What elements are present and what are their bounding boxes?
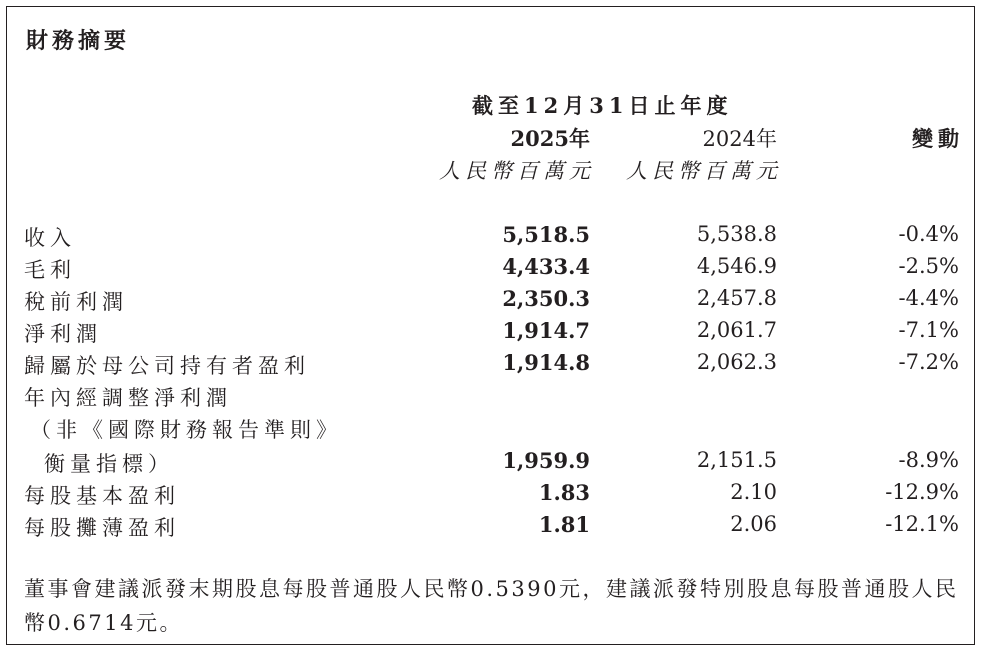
gross-profit-2024: 4,546.9 bbox=[696, 254, 777, 278]
row-label-diluted-eps: 每股攤薄盈利 bbox=[24, 516, 180, 540]
diluted-eps-2024: 2.06 bbox=[730, 512, 777, 536]
diluted-eps-2025: 1.81 bbox=[538, 512, 590, 537]
gross-profit-change: -2.5% bbox=[898, 254, 959, 278]
row-label-profit-before-tax: 稅前利潤 bbox=[24, 290, 128, 314]
net-profit-2024: 2,061.7 bbox=[696, 318, 777, 342]
revenue-2024: 5,538.8 bbox=[696, 222, 777, 246]
row-label-profit-attributable: 歸屬於母公司持有者盈利 bbox=[24, 354, 310, 378]
attributable-change: -7.2% bbox=[898, 350, 959, 374]
page-title: 財務摘要 bbox=[26, 28, 131, 54]
row-label-gross-profit: 毛利 bbox=[24, 258, 76, 282]
basic-eps-2024: 2.10 bbox=[730, 480, 777, 504]
row-label-basic-eps: 每股基本盈利 bbox=[24, 484, 180, 508]
col-header-change: 變動 bbox=[912, 126, 964, 151]
unit-2024: 人民幣百萬元 bbox=[626, 159, 782, 183]
col-header-2024: 2024年 bbox=[702, 127, 777, 151]
attributable-2025: 1,914.8 bbox=[502, 350, 590, 375]
basic-eps-2025: 1.83 bbox=[538, 480, 590, 505]
diluted-eps-change: -12.1% bbox=[885, 512, 959, 536]
adjusted-change: -8.9% bbox=[898, 448, 959, 472]
pbt-change: -4.4% bbox=[898, 286, 959, 310]
row-label-adjusted-line-1: 年內經調整淨利潤 bbox=[24, 386, 232, 410]
revenue-2025: 5,518.5 bbox=[502, 222, 590, 247]
gross-profit-2025: 4,433.4 bbox=[502, 254, 590, 279]
row-label-adjusted-line-3: 衡量指標） bbox=[44, 452, 174, 476]
period-header: 截至12月31日止年度 bbox=[472, 93, 733, 118]
pbt-2025: 2,350.3 bbox=[502, 286, 590, 311]
revenue-change: -0.4% bbox=[898, 222, 959, 246]
row-label-net-profit: 淨利潤 bbox=[24, 322, 102, 346]
net-profit-change: -7.1% bbox=[898, 318, 959, 342]
pbt-2024: 2,457.8 bbox=[696, 286, 777, 310]
row-label-revenue: 收入 bbox=[24, 226, 76, 250]
row-label-adjusted-line-2: （非《國際財務報告準則》 bbox=[30, 418, 342, 442]
basic-eps-change: -12.9% bbox=[885, 480, 959, 504]
unit-2025: 人民幣百萬元 bbox=[439, 159, 595, 183]
dividend-note: 董事會建議派發末期股息每股普通股人民幣0.5390元，建議派發特別股息每股普通股人民幣0.6714元。 bbox=[24, 577, 959, 635]
net-profit-2025: 1,914.7 bbox=[502, 318, 590, 343]
attributable-2024: 2,062.3 bbox=[696, 350, 777, 374]
adjusted-2024: 2,151.5 bbox=[696, 448, 777, 472]
col-header-2025: 2025年 bbox=[510, 126, 590, 151]
adjusted-2025: 1,959.9 bbox=[502, 448, 590, 473]
